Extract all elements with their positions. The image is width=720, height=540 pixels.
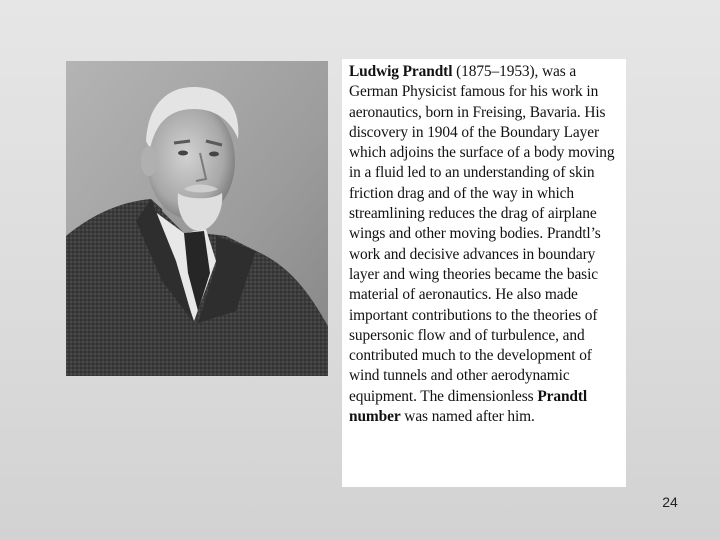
- page-number: 24: [662, 494, 678, 510]
- bio-text-part-1: (1875–1953), was a German Physicist famous for his work in aeronautics, born in Freising, Bavaria. His discovery in 1904 of the Boundary Layer which adjoins the surface of a body moving in a fluid led to an understanding of skin friction drag and of the way in which streamlining reduces the drag of airplane wings and other moving bodies. Prandtl’s work and decisive advances in boundary layer and wing theories became the basic material of aeronautics. He also made important contributions to the theories of supersonic flow and of turbulence, and contributed much to the development of wind tunnels and other aerodynamic equipment. The dimensionless: [349, 63, 615, 405]
- prandtl-number-term: Prandtl number: [349, 387, 588, 426]
- portrait-photo: [66, 61, 328, 376]
- bio-name: Ludwig Prandtl: [349, 63, 453, 80]
- biography-text: [349, 62, 620, 427]
- bio-text-part-2: was named after him.: [400, 408, 535, 426]
- biography-panel: [342, 59, 626, 487]
